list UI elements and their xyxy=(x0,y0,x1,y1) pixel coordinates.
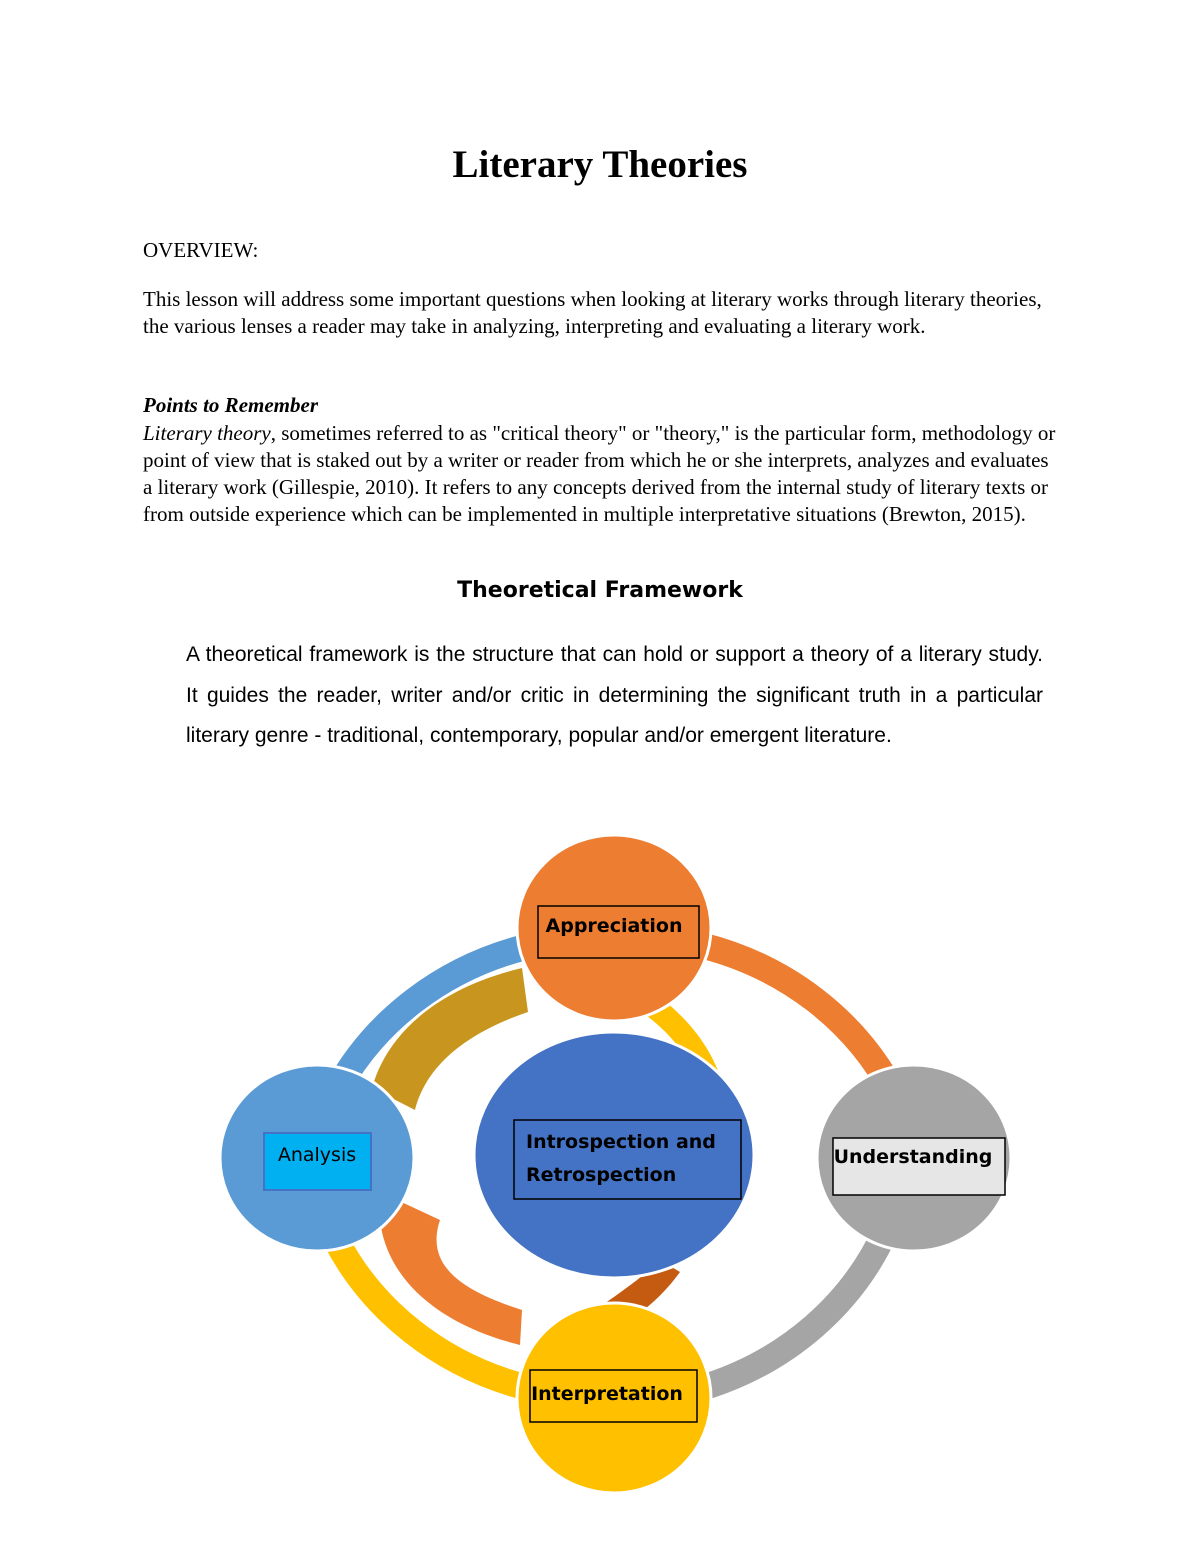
center-label-line2: Retrospection xyxy=(526,1164,677,1186)
overview-paragraph: This lesson will address some important questions when looking at literary works through literary theories, the various lenses a reader may take in analyzing, interpreting and evaluating a literary work. xyxy=(143,287,1042,338)
appreciation-label: Appreciation xyxy=(545,915,683,937)
framework-paragraph: A theoretical framework is the structure that can hold or support a theory of a literary study. It guides the reader, writer and/or critic in determining the significant truth in a particular literary genre - traditional, contemporary, popular and/or emergent literature. xyxy=(186,643,1043,747)
points-heading: Points to Remember xyxy=(143,393,318,417)
ring-arc-orange xyxy=(704,946,893,1092)
analysis-label: Analysis xyxy=(277,1144,357,1166)
overview-heading: OVERVIEW: xyxy=(143,238,259,262)
interpretation-label: Interpretation xyxy=(531,1383,683,1405)
center-label-line1: Introspection and xyxy=(526,1131,716,1153)
theoretical-framework-diagram xyxy=(0,820,1200,1500)
points-term: Literary theory xyxy=(143,421,271,445)
framework-heading: Theoretical Framework xyxy=(457,578,743,603)
ring-arc-gray xyxy=(708,1232,885,1386)
points-paragraph xyxy=(143,420,1058,528)
understanding-label: Understanding xyxy=(833,1146,993,1168)
points-text: , sometimes referred to as "critical theory" or "theory," is the particular form, methodology or point of view that is staked out by a writer or reader from which he or she interprets, analyzes and evaluates a literary work (Gillespie, 2010). It refers to any concepts derived from the internal study of literary texts or from outside experience which can be implemented in multiple interpretative situations (Brewton, 2015). xyxy=(143,421,1056,526)
page-title: Literary Theories xyxy=(452,143,748,186)
